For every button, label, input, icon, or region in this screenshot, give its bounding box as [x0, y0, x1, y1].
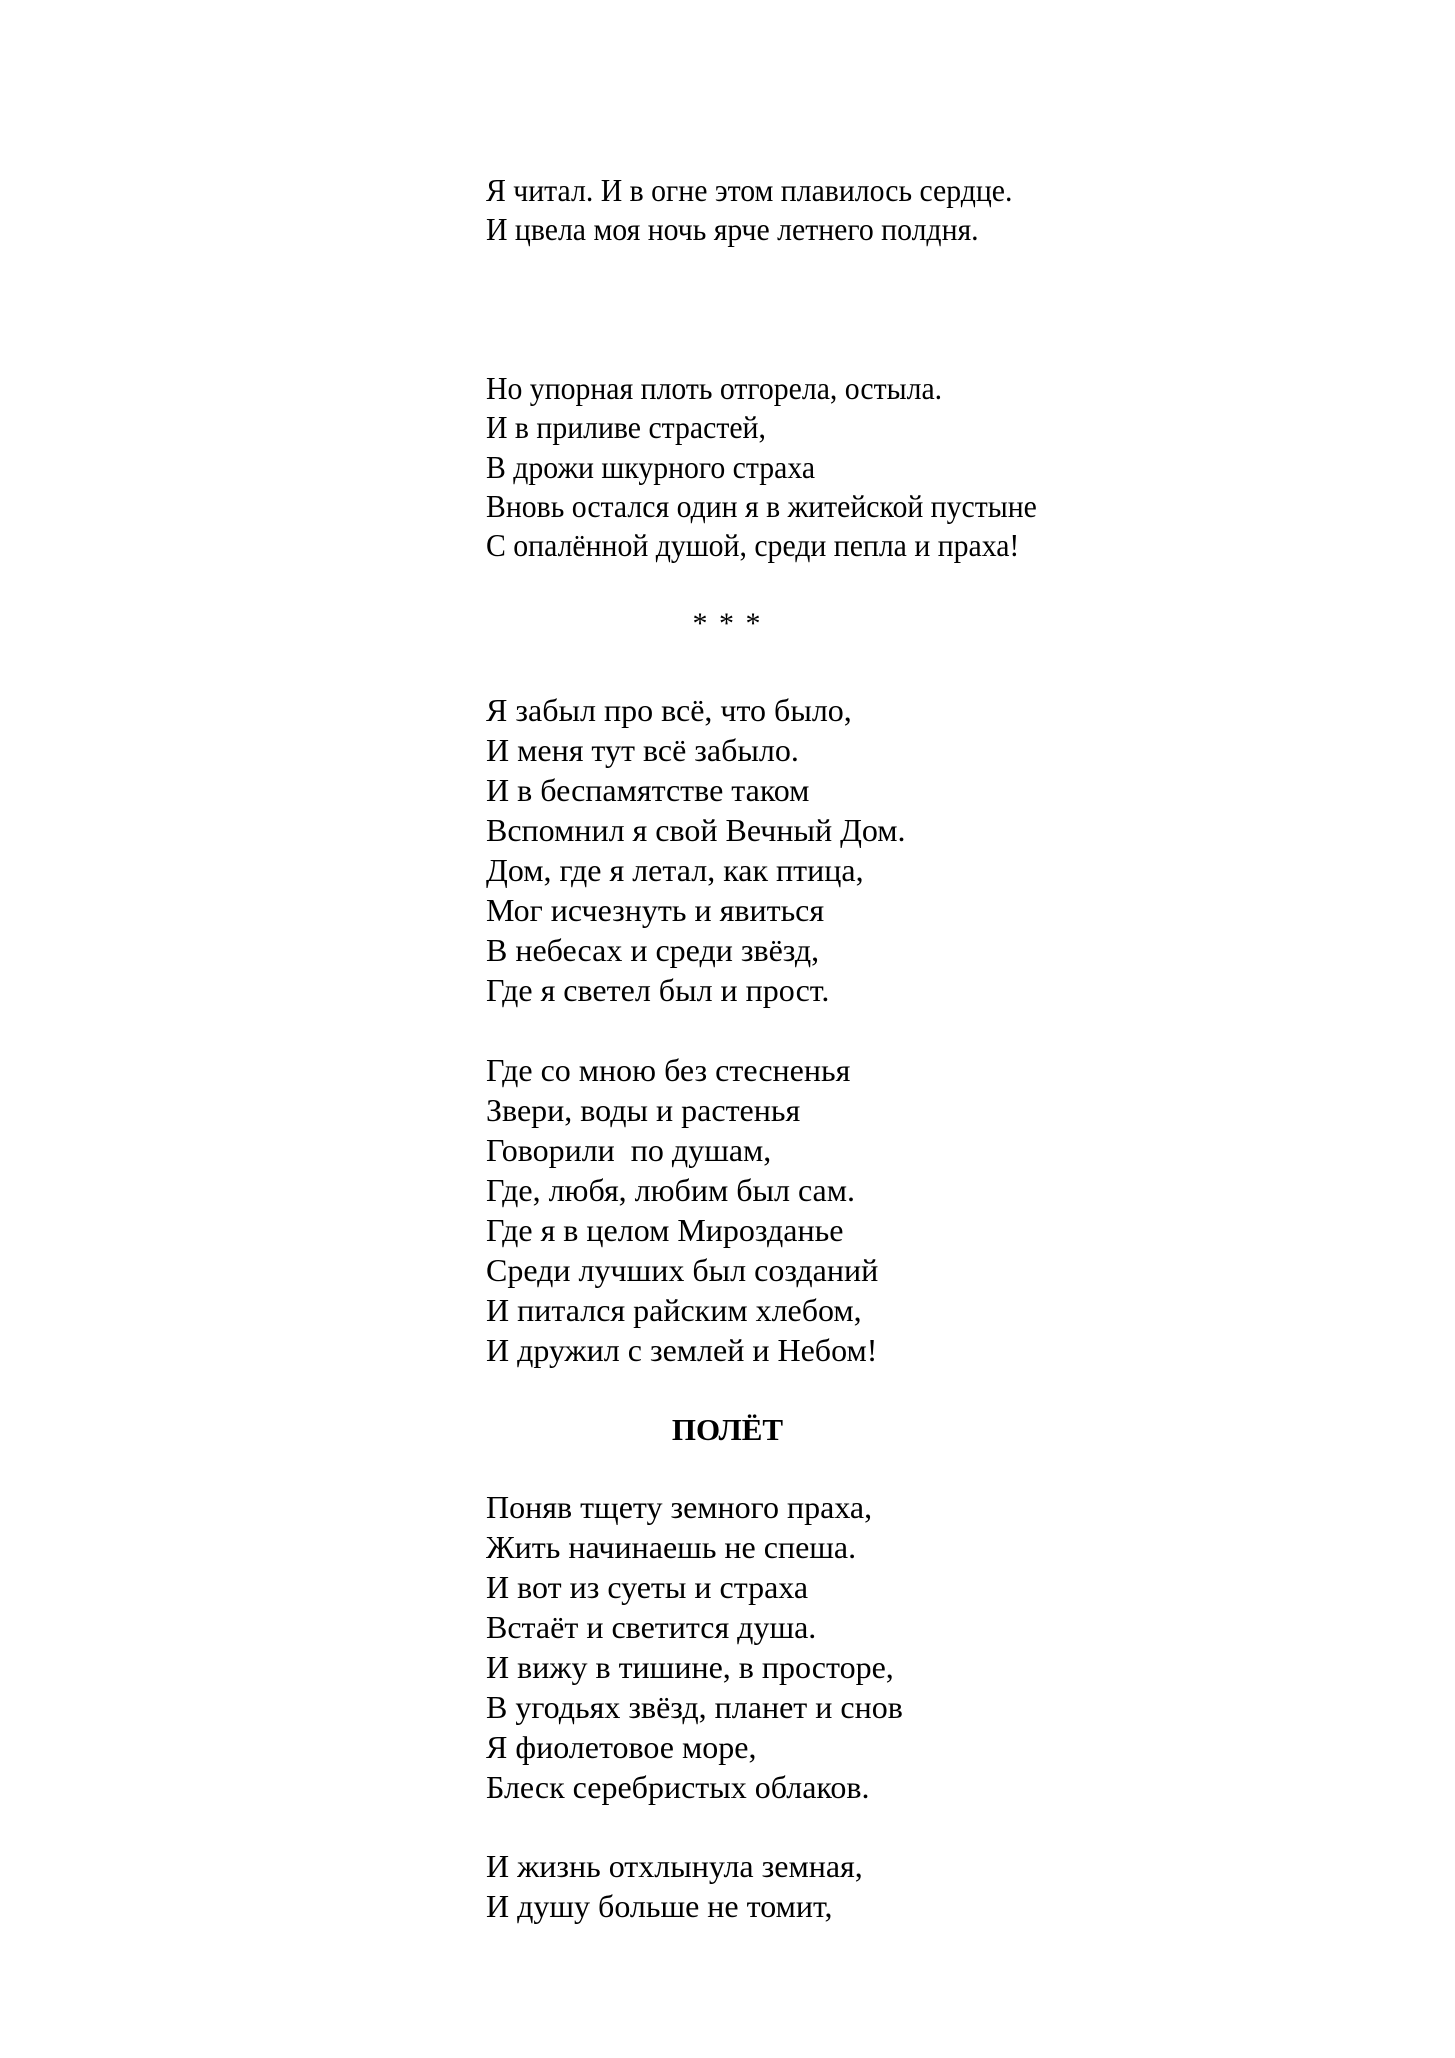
poem-line: Жить начинаешь не спеша. — [486, 1529, 857, 1565]
poem-line: В небесах и среди звёзд, — [486, 932, 820, 968]
poem-line: Но упорная плоть отгорела, остыла. — [486, 370, 943, 406]
poem-line: Где я в целом Мирозданье — [486, 1212, 844, 1248]
poem-line: Вспомнил я свой Вечный Дом. — [486, 812, 906, 848]
poem-line: Мог исчезнуть и явиться — [486, 892, 825, 928]
poem-line: Я читал. И в огне этом плавилось сердце. — [486, 172, 1013, 208]
poem-line: И меня тут всё забыло. — [486, 732, 799, 768]
poem-line: И жизнь отхлынула земная, — [486, 1848, 863, 1884]
poem-line: И цвела моя ночь ярче летнего полдня. — [486, 211, 979, 247]
poem-line: И в беспамятстве таком — [486, 772, 810, 808]
poem-line: Блеск серебристых облаков. — [486, 1769, 870, 1805]
poem-line: Вновь остался один я в житейской пустыне — [486, 488, 1037, 524]
poem-line: И в приливе страстей, — [486, 409, 766, 445]
poem-line: Я фиолетовое море, — [486, 1729, 757, 1765]
poem-line: Звери, воды и растенья — [486, 1092, 801, 1128]
poem-line: Где я светел был и прост. — [486, 972, 830, 1008]
poem-line: Говорили по душам, — [486, 1132, 772, 1168]
poem-line: Среди лучших был созданий — [486, 1252, 879, 1288]
poem-title: ПОЛЁТ — [671, 1412, 784, 1447]
poem-line: И дружил с землей и Небом! — [486, 1332, 878, 1368]
poem-line: С опалённой душой, среди пепла и праха! — [486, 527, 1020, 563]
poem-line: В угодьях звёзд, планет и снов — [486, 1689, 903, 1725]
poem-line: В дрожи шкурного страха — [486, 449, 816, 485]
poem-line: Поняв тщету земного праха, — [486, 1489, 873, 1525]
poem-line: И душу больше не томит, — [486, 1888, 833, 1924]
poem-line: Дом, где я летал, как птица, — [486, 852, 864, 888]
poem-line: И вижу в тишине, в просторе, — [486, 1649, 894, 1685]
poem-line: И питался райским хлебом, — [486, 1292, 862, 1328]
poem-line: И вот из суеты и страха — [486, 1569, 809, 1605]
poem-line: Я забыл про всё, что было, — [486, 692, 852, 728]
section-separator: * * * — [692, 607, 763, 640]
poem-line: Где со мною без стесненья — [486, 1052, 851, 1088]
poem-line: Где, любя, любим был сам. — [486, 1172, 855, 1208]
poem-line: Встаёт и светится душа. — [486, 1609, 817, 1645]
